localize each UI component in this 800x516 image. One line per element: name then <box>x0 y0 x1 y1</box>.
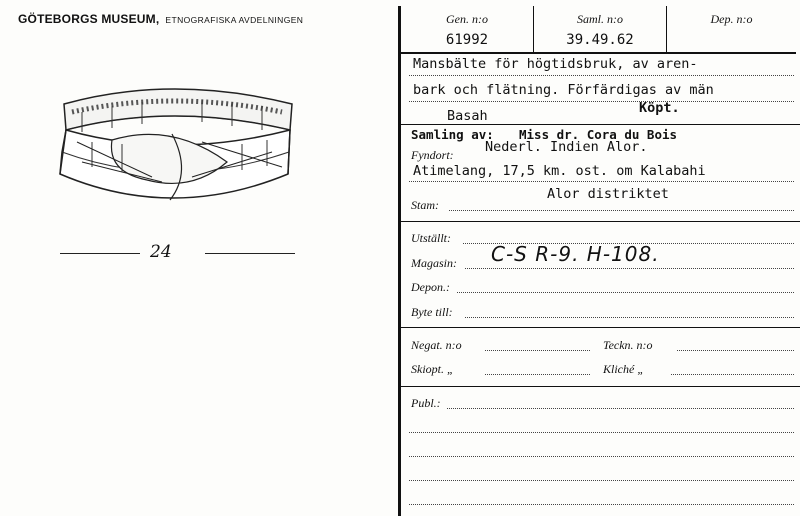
dotted-rule <box>409 432 794 433</box>
belt-illustration <box>52 82 302 222</box>
department-name: ETNOGRAFISKA AVDELNINGEN <box>165 15 304 25</box>
dotted-rule <box>409 75 794 76</box>
dotted-rule <box>449 210 794 211</box>
fyndort-line-1: Nederl. Indien Alor. <box>485 139 648 155</box>
measure-line-right <box>205 253 295 254</box>
basah-note: Basah <box>447 108 488 124</box>
saml-no-cell <box>534 6 666 52</box>
stam-label: Stam: <box>411 198 439 212</box>
section-rule <box>401 221 800 222</box>
dotted-rule <box>409 181 794 182</box>
dep-no-label: Dep. n:o <box>710 12 753 26</box>
dotted-rule <box>409 504 794 505</box>
dotted-rule <box>409 456 794 457</box>
samling-value: Miss dr. Cora du Bois <box>519 127 678 142</box>
description-line-1: Mansbälte för högtidsbruk, av aren- <box>413 56 698 72</box>
record-form <box>401 0 800 516</box>
samling-label: Samling av: <box>411 127 494 142</box>
publ-label: Publ.: <box>411 396 441 410</box>
dep-no-cell <box>667 6 796 52</box>
negat-label: Negat. n:o <box>411 338 462 352</box>
dotted-rule <box>671 374 794 375</box>
dotted-rule <box>409 480 794 481</box>
section-rule <box>401 386 800 387</box>
dotted-rule <box>485 350 590 351</box>
teckn-label: Teckn. n:o <box>603 338 653 352</box>
dotted-rule <box>465 268 794 269</box>
gen-no-cell <box>401 6 533 52</box>
depon-label: Depon.: <box>411 280 450 294</box>
fyndort-line-2: Atimelang, 17,5 km. ost. om Kalabahi <box>413 163 706 179</box>
dotted-rule <box>409 101 794 102</box>
museum-name: GÖTEBORGS MUSEUM, <box>18 12 160 26</box>
dotted-rule <box>485 374 590 375</box>
byte-label: Byte till: <box>411 305 453 319</box>
section-rule <box>401 327 800 328</box>
gen-no-label: Gen. n:o <box>446 12 488 26</box>
measurement <box>60 238 300 268</box>
measure-line-left <box>60 253 140 254</box>
section-rule <box>401 124 800 125</box>
dotted-rule <box>677 350 794 351</box>
magasin-value: C-S R-9. H-108. <box>491 242 660 266</box>
saml-no-label: Saml. n:o <box>577 12 623 26</box>
kliche-label: Kliché „ <box>603 362 644 376</box>
dotted-rule <box>457 292 794 293</box>
dotted-rule <box>447 408 794 409</box>
kopt-note: Köpt. <box>639 100 680 116</box>
card-header <box>18 10 303 28</box>
alor-line: Alor distriktet <box>547 186 669 202</box>
dotted-rule <box>465 317 794 318</box>
skiopt-label: Skiopt. „ <box>411 362 454 376</box>
gen-no-value: 61992 <box>445 32 489 48</box>
magasin-label: Magasin: <box>411 256 457 270</box>
description-line-2: bark och flätning. Förfärdigas av män <box>413 82 714 98</box>
number-header <box>401 6 796 54</box>
measure-label: 24 <box>150 242 172 262</box>
fyndort-label: Fyndort: <box>411 148 454 162</box>
utstallt-label: Utställt: <box>411 231 452 245</box>
saml-no-value: 39.49.62 <box>566 32 634 48</box>
